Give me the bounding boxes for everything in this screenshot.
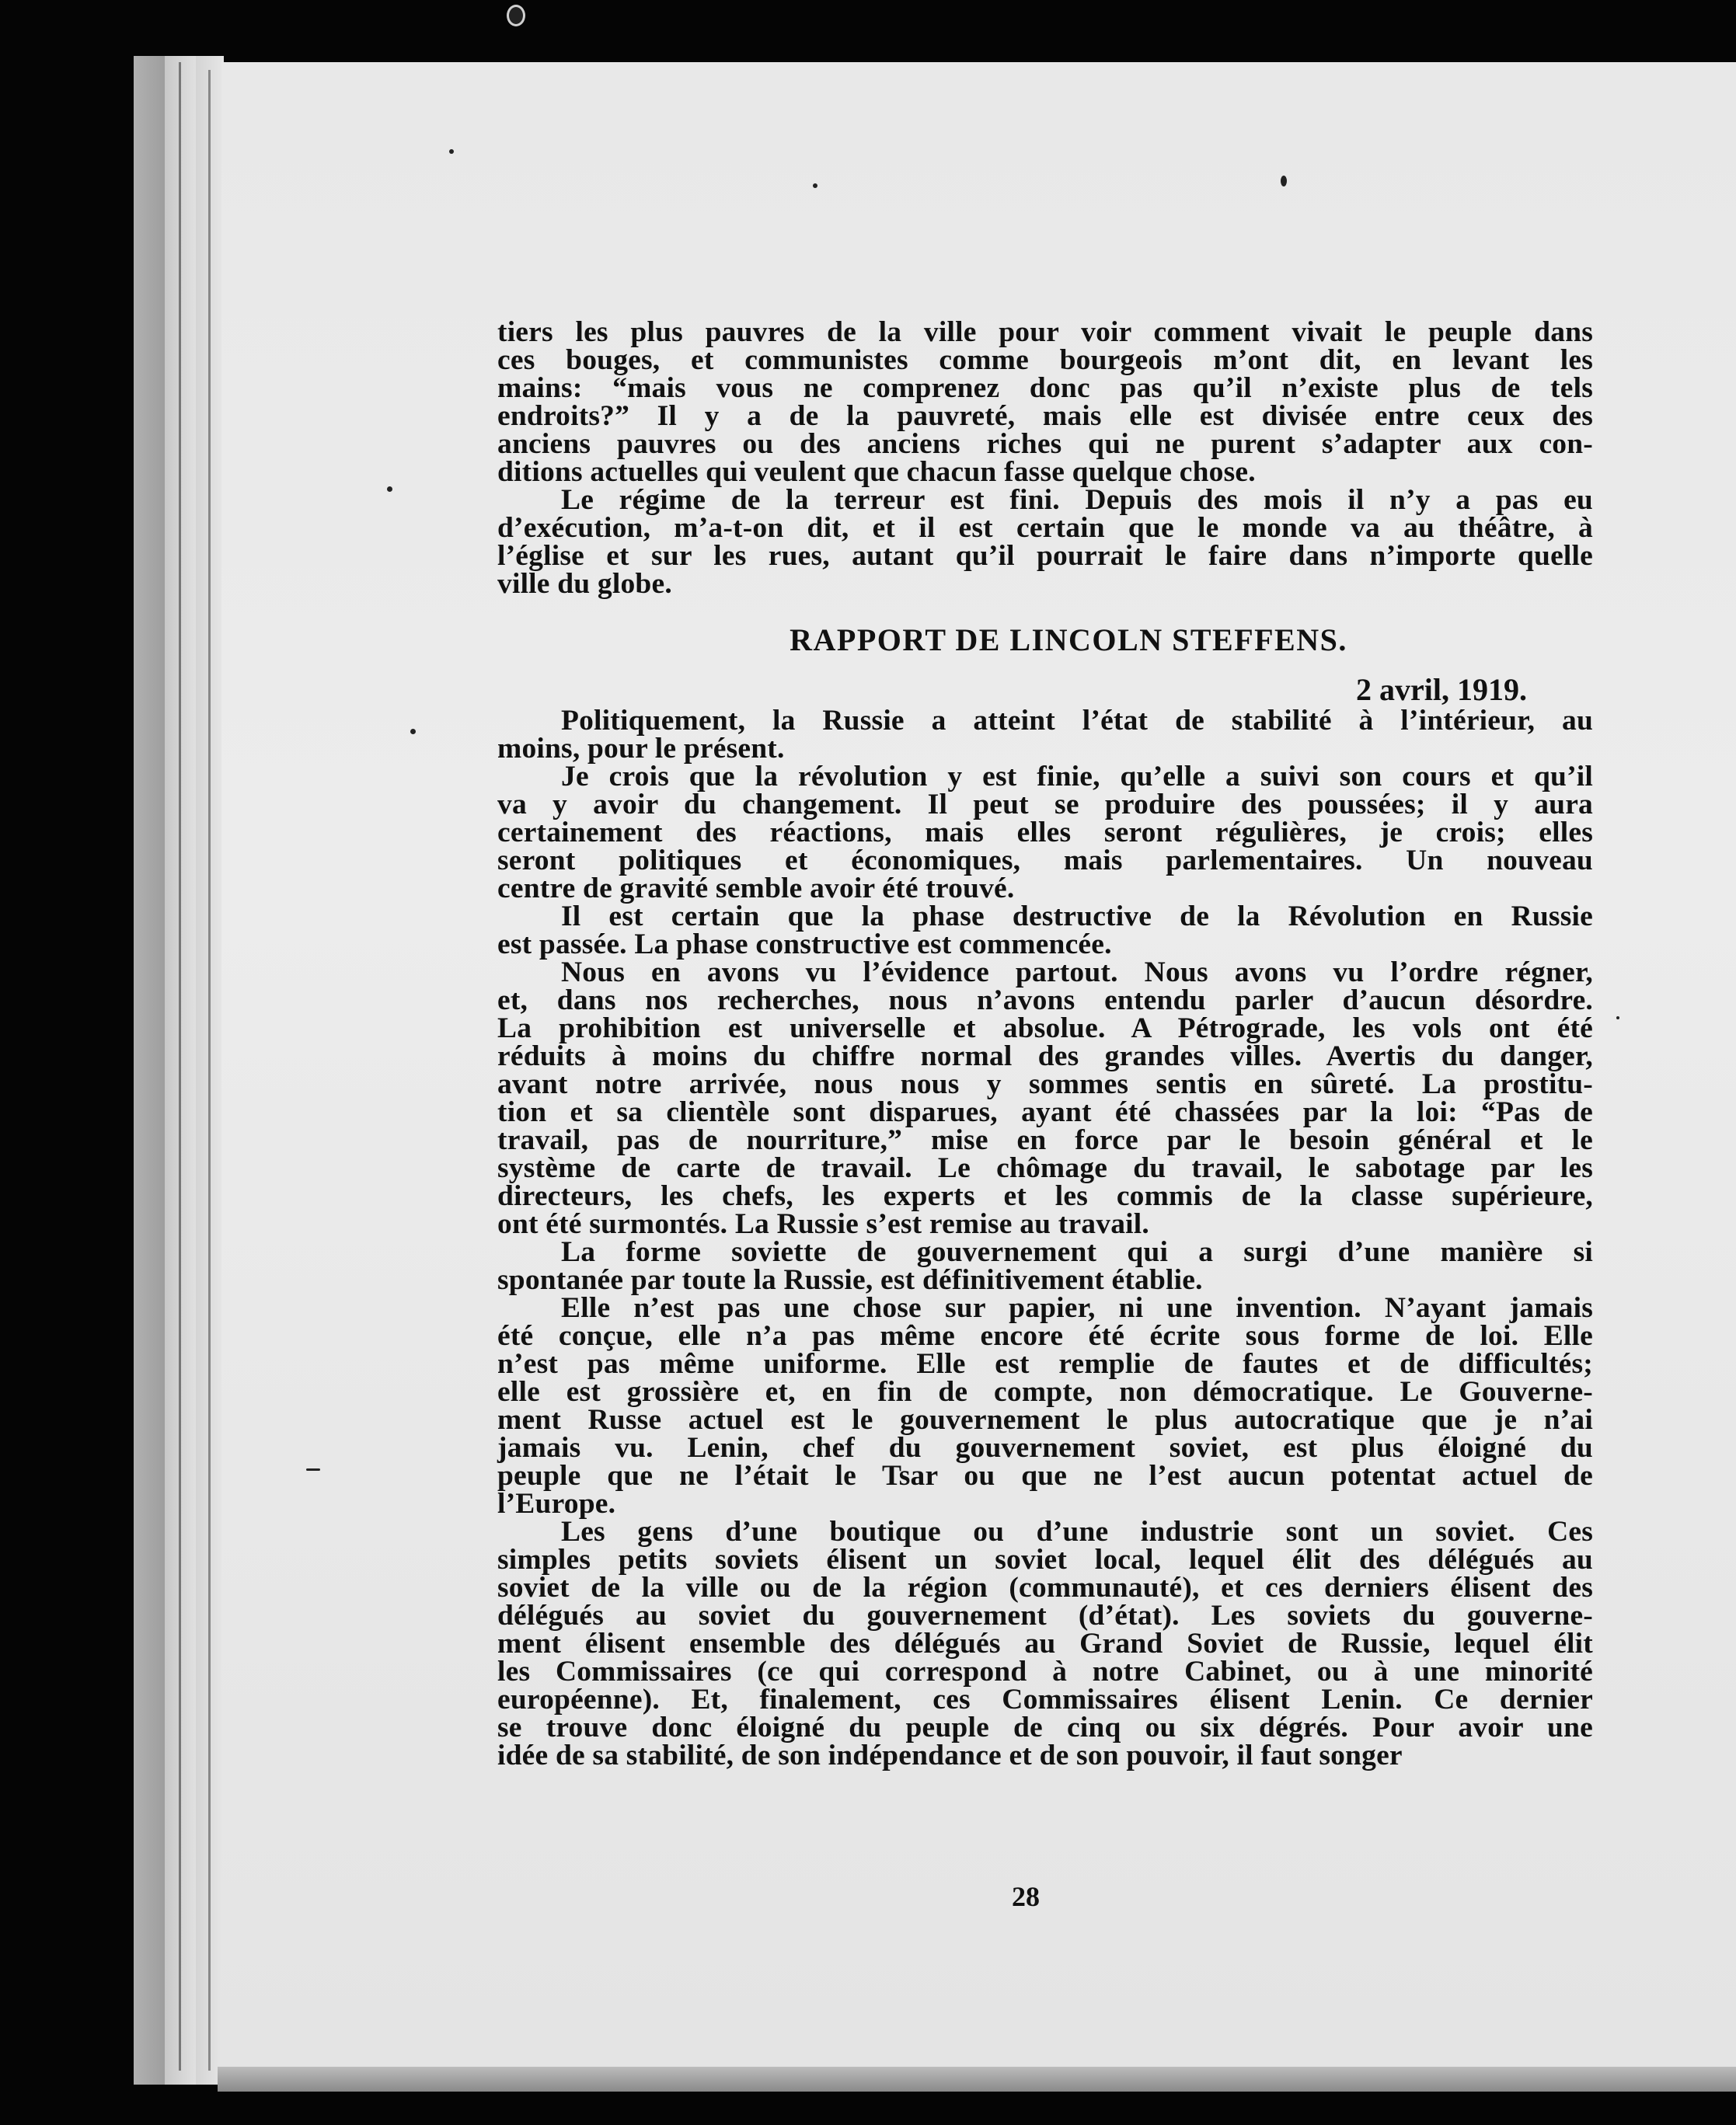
text-line: d’exécution, m’a-t-on dit, et il est certain que le monde va au théâtre, à xyxy=(497,512,1593,544)
text-line: soviet de la ville ou de la région (communauté), et ces derniers élisent des xyxy=(497,1572,1593,1604)
text-line: endroits?” Il y a de la pauvreté, mais elle est divisée entre ceux des xyxy=(497,400,1593,432)
scan-speck xyxy=(813,183,817,188)
text-line: avant notre arrivée, nous nous y sommes sentis en sûreté. La prostitu- xyxy=(497,1068,1593,1100)
text-line: réduits à moins du chiffre normal des grandes villes. Avertis du danger, xyxy=(497,1040,1593,1072)
report-date: 2 avril, 1919. xyxy=(1356,672,1527,707)
scan-speck xyxy=(449,149,454,154)
text-line: européenne). Et, finalement, ces Commissaires élisent Lenin. Ce dernier xyxy=(497,1684,1593,1716)
text-line: va y avoir du changement. Il peut se produire des poussées; il y aura xyxy=(497,789,1593,820)
text-line: ditions actuelles qui veulent que chacun fasse quelque chose. xyxy=(497,456,1256,488)
text-line: Politiquement, la Russie a atteint l’état de stabilité à l’intérieur, au xyxy=(561,705,1593,737)
text-line: Les gens d’une boutique ou d’une industrie sont un soviet. Ces xyxy=(561,1516,1593,1548)
text-line: l’église et sur les rues, autant qu’il pourrait le faire dans n’importe quelle xyxy=(497,540,1593,572)
text-line: seront politiques et économiques, mais parlementaires. Un nouveau xyxy=(497,845,1593,876)
text-line: ment Russe actuel est le gouvernement le plus autocratique que je n’ai xyxy=(497,1404,1593,1436)
page-stack-edge xyxy=(134,56,165,2085)
scan-speck xyxy=(1616,1016,1619,1019)
text-line: idée de sa stabilité, de son indépendance et de son pouvoir, il faut songer xyxy=(497,1740,1403,1771)
text-line: moins, pour le présent. xyxy=(497,733,785,765)
text-line: les Commissaires (ce qui correspond à notre Cabinet, ou à une minorité xyxy=(497,1656,1593,1688)
text-line: tiers les plus pauvres de la ville pour voir comment vivait le peuple dans xyxy=(497,316,1593,348)
text-line: spontanée par toute la Russie, est définitivement établie. xyxy=(497,1264,1203,1296)
text-line: Nous en avons vu l’évidence partout. Nous avons vu l’ordre régner, xyxy=(561,956,1593,988)
scan-speck xyxy=(410,729,416,734)
body-text-main xyxy=(497,707,1593,1770)
text-line: délégués au soviet du gouvernement (d’état). Les soviets du gouverne- xyxy=(497,1600,1593,1632)
text-line: système de carte de travail. Le chômage du travail, le sabotage par les xyxy=(497,1152,1593,1184)
text-line: été conçue, elle n’a pas même encore été écrite sous forme de loi. Elle xyxy=(497,1320,1593,1352)
section-heading: RAPPORT DE LINCOLN STEFFENS. xyxy=(790,622,1347,657)
text-line: simples petits soviets élisent un soviet local, lequel élit des délégués au xyxy=(497,1544,1593,1576)
page-bottom-edge xyxy=(218,2067,1736,2092)
text-line: tion et sa clientèle sont disparues, ayant été chassées par la loi: “Pas de xyxy=(497,1096,1593,1128)
text-line: ville du globe. xyxy=(497,568,672,600)
text-line: peuple que ne l’était le Tsar ou que ne l’est aucun potentat actuel de xyxy=(497,1460,1593,1492)
text-line: n’est pas même uniforme. Elle est remplie de fautes et de difficultés; xyxy=(497,1348,1593,1380)
text-line: est passée. La phase constructive est commencée. xyxy=(497,928,1112,960)
scan-speck xyxy=(306,1468,320,1471)
text-line: centre de gravité semble avoir été trouvé. xyxy=(497,873,1015,904)
text-line: et, dans nos recherches, nous n’avons entendu parler d’aucun désordre. xyxy=(497,984,1593,1016)
text-line: Elle n’est pas une chose sur papier, ni une invention. N’ayant jamais xyxy=(561,1292,1593,1324)
scan-speck xyxy=(1281,176,1287,186)
body-text-top xyxy=(497,316,1593,600)
text-line: ment élisent ensemble des délégués au Grand Soviet de Russie, lequel élit xyxy=(497,1628,1593,1660)
text-line: anciens pauvres ou des anciens riches qui ne purent s’adapter aux con- xyxy=(497,428,1593,460)
text-line: ces bouges, et communistes comme bourgeois m’ont dit, en levant les xyxy=(497,344,1593,376)
text-line: Le régime de la terreur est fini. Depuis des mois il n’y a pas eu xyxy=(561,484,1593,516)
text-line: se trouve donc éloigné du peuple de cinq ou six dégrés. Pour avoir une xyxy=(497,1712,1593,1744)
scan-speck xyxy=(387,486,392,492)
text-line: Il est certain que la phase destructive de la Révolution en Russie xyxy=(561,901,1593,932)
text-line: directeurs, les chefs, les experts et les commis de la classe supérieure, xyxy=(497,1180,1593,1212)
page-number: 28 xyxy=(1012,1881,1040,1912)
page-stack-line xyxy=(179,62,181,2071)
text-line: ont été surmontés. La Russie s’est remise au travail. xyxy=(497,1208,1149,1240)
text-line: mains: “mais vous ne comprenez donc pas qu’il n’existe plus de tels xyxy=(497,372,1593,404)
text-line: La forme soviette de gouvernement qui a surgi d’une manière si xyxy=(561,1236,1593,1268)
film-marker xyxy=(507,5,525,26)
text-line: l’Europe. xyxy=(497,1488,616,1520)
text-line: certainement des réactions, mais elles seront régulières, je crois; elles xyxy=(497,817,1593,848)
page-stack-line xyxy=(208,70,211,2071)
text-line: jamais vu. Lenin, chef du gouvernement soviet, est plus éloigné du xyxy=(497,1432,1593,1464)
text-line: travail, pas de nourriture,” mise en force par le besoin général et le xyxy=(497,1124,1593,1156)
text-line: La prohibition est universelle et absolue. A Pétrograde, les vols ont été xyxy=(497,1012,1593,1044)
text-line: Je crois que la révolution y est finie, qu’elle a suivi son cours et qu’il xyxy=(561,761,1593,793)
text-line: elle est grossière et, en fin de compte, non démocratique. Le Gouverne- xyxy=(497,1376,1593,1408)
